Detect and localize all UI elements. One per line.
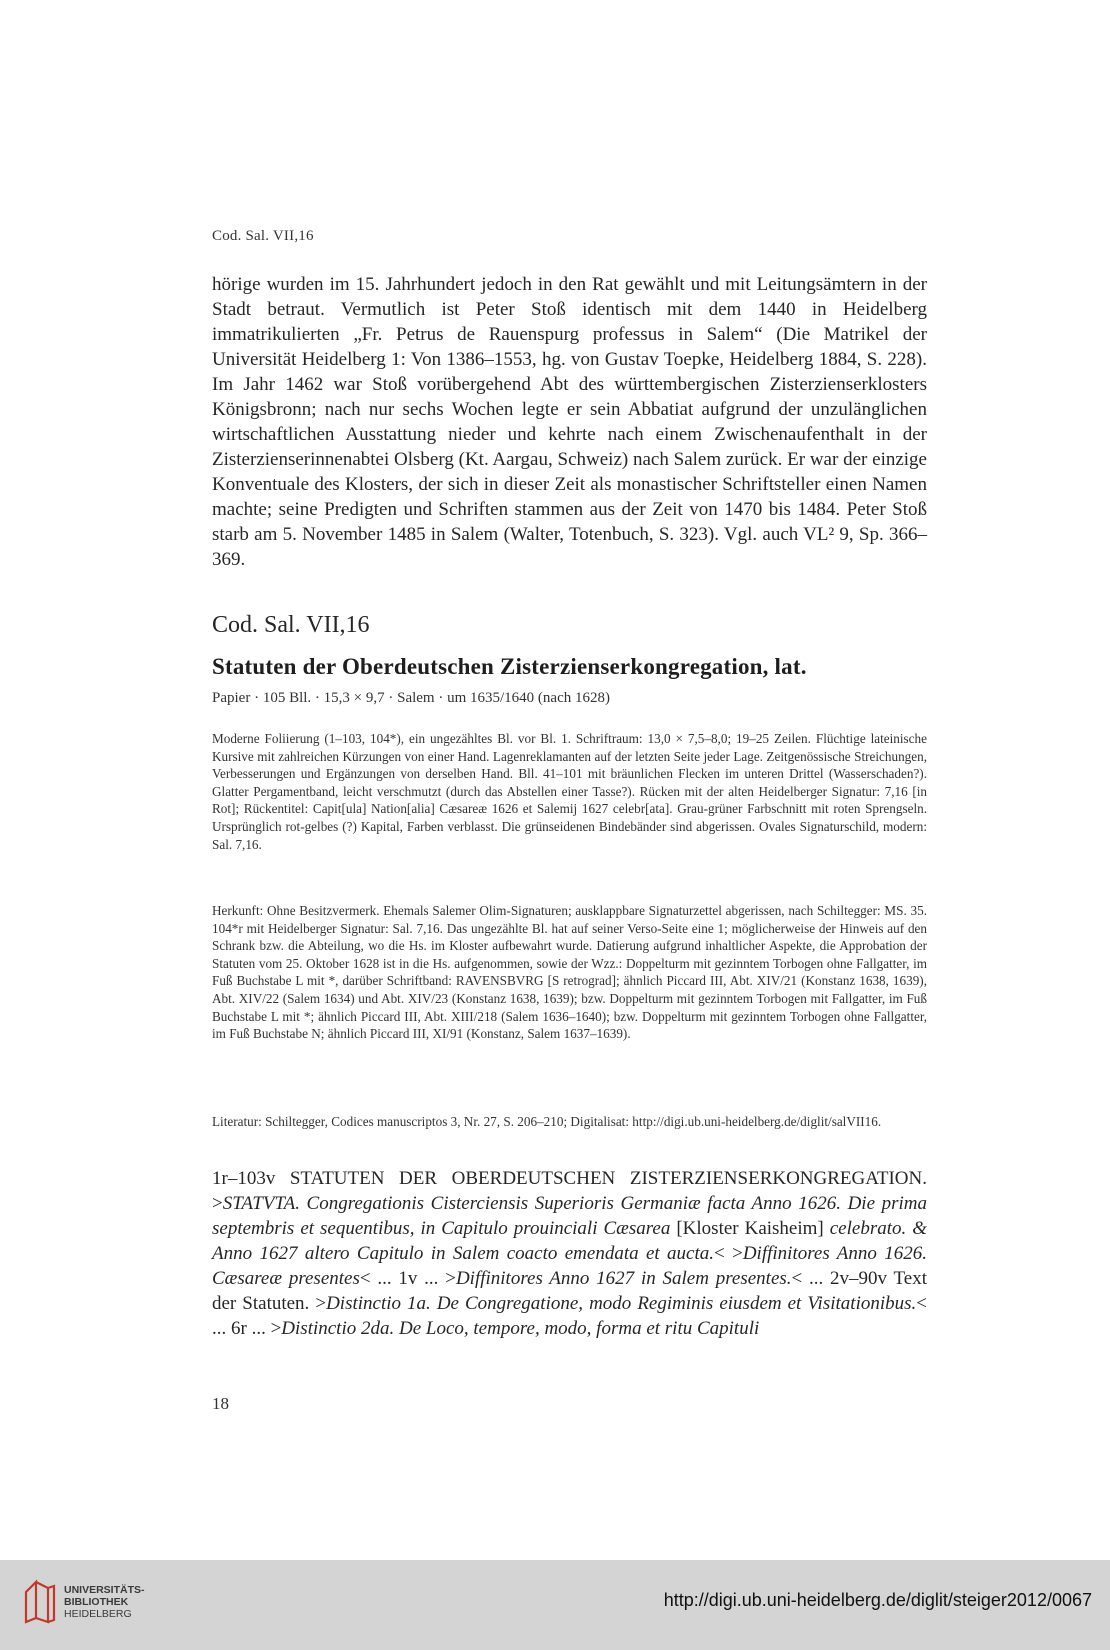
physical-description: Papier · 105 Bll. · 15,3 × 9,7 · Salem · um 1635/1640 (nach 1628) [212,690,610,706]
running-head: Cod. Sal. VII,16 [212,228,314,244]
codicological-description: Moderne Foliierung (1–103, 104*), ein ungezähltes Bl. vor Bl. 1. Schriftraum: 13,0 × 7,5–8,0; 19–25 Zeilen. Flüchtige lateinische Kursive mit zahlreichen Kürzungen von einer Hand. Lagenreklamanten auf der letzten Seite jeder Lage. Zeitgenössische Streichungen, Verbesserungen und Ergänzungen von derselben Hand. Bll. 41–101 mit bräunlichen Flecken im unteren Drittel (Wasserschaden?). Glatter Pergamentband, leicht verschmutzt (durch das Abstellen einer Tasse?). Rücken mit der alten Heidelberger Signatur: 7,16 [in Rot]; Rückentitel: Capit[ula] Nation[alia] Cæsareæ 1626 et Salemij 1627 celebr[ata]. Grau-grüner Farbschnitt mit roten Sprengseln. Ursprünglich rot-gelbes (?) Kapital, Farben verblasst. Die grünseidenen Bindebänder sind abgerissen. Ovales Signaturschild, modern: Sal. 7,16. [212,731,927,852]
body-paragraph: hörige wurden im 15. Jahrhundert jedoch in den Rat gewählt und mit Leitungsämtern in der Stadt betraut. Vermutlich ist Peter Stoß identisch mit dem 1440 in Heidelberg immatrikulierten „Fr. Petrus de Rauenspurg professus in Salem“ (Die Matrikel der Universität Heidelberg 1: Von 1386–1553, hg. von Gustav Toepke, Heidelberg 1884, S. 228). Im Jahr 1462 war Stoß vorübergehend Abt des württembergischen Zisterzienserklosters Königsbronn; nach nur sechs Wochen legte er sein Abbatiat aufgrund der unzulänglichen wirtschaftlichen Ausstattung nieder und kehrte nach einem Zwischenaufenthalt in der Zisterzienserinnenabtei Olsberg (Kt. Aargau, Schweiz) nach Salem zurück. Er war der einzige Konventuale des Klosters, der sich in dieser Zeit als monastischer Schriftsteller einen Namen machte; seine Predigten und Schriften stammen aus der Zeit von 1470 bis 1484. Peter Stoß starb am 5. November 1485 in Salem (Walter, Totenbuch, S. 323). Vgl. auch VL² 9, Sp. 366–369. [212,274,927,570]
library-name[interactable]: UNIVERSITÄTS- BIBLIOTHEK HEIDELBERG [64,1584,145,1620]
contents-entry: 1r–103v STATUTEN DER OBERDEUTSCHEN ZISTERZIENSERKONGREGATION. >STATVTA. Congregationis Cisterciensis Superioris Germaniæ facta Anno 1626. Die prima septembris et sequentibus, in Capitulo prouinciali Cæsarea [Kloster Kaisheim] celebrato. & Anno 1627 altero Capitulo in Salem coacto emendata et aucta.< >Diffinitores Anno 1626. Cæsareæ presentes< ... 1v ... >Diffinitores Anno 1627 in Salem presentes.< ... 2v–90v Text der Statuten. >Distinctio 1a. De Congregatione, modo Regiminis eiusdem et Visitationibus.< ... 6r ... >Distinctio 2da. De Loco, tempore, modo, forma et ritu Capituli [212,1168,928,1339]
page-number: 18 [212,1394,229,1413]
library-logo-icon[interactable] [24,1578,56,1624]
codex-signature: Cod. Sal. VII,16 [212,612,370,638]
statuta-title: STATVTA. Congregationis Cisterciensis Superioris Germaniæ facta Anno 1626. Die prima septembris et sequentibus, in Capitulo prouinciali Cæsarea [212,1193,927,1239]
footer-bar [0,1560,1110,1650]
permalink-url[interactable]: http://digi.ub.uni-heidelberg.de/diglit/steiger2012/0067 [663,1590,1092,1610]
literature-paragraph: Literatur: Schiltegger, Codices manuscriptos 3, Nr. 27, S. 206–210; Digitalisat: http://digi.ub.uni-heidelberg.de/diglit/salVII16. [212,1114,882,1129]
provenance-paragraph: Herkunft: Ohne Besitzvermerk. Ehemals Salemer Olim-Signaturen; ausklappbare Signaturzettel abgerissen, nach Schiltegger: MS. 35. 104*r mit Heidelberger Signatur: Sal. 7,16. Das ungezählte Bl. hat auf seiner Verso-Seite eine 1; möglicherweise der Hinweis auf den Schrank bzw. die Abteilung, wo die Hs. im Kloster aufbewahrt wurde. Datierung aufgrund inhaltlicher Aspekte, die Approbation der Statuten vom 25. Oktober 1628 ist in die Hs. aufgenommen, sowie der Wzz.: Doppelturm mit gezinntem Torbogen ohne Fallgatter, im Fuß Buchstabe L mit *, darüber Schriftband: RAVENSBVRG [S retrograd]; ähnlich Piccard III, Abt. XIV/21 (Konstanz 1638, 1639), Abt. XIV/22 (Salem 1634) und Abt. XIV/23 (Konstanz 1638, 1639); bzw. Doppelturm mit gezinntem Torbogen mit Fallgatter, im Fuß Buchstabe L mit *; ähnlich Piccard III, Abt. XIII/218 (Salem 1636–1640); bzw. Doppelturm mit gezinntem Torbogen ohne Fallgatter, im Fuß Buchstabe N; ähnlich Piccard III, XI/91 (Konstanz, Salem 1637–1639). [212,903,927,1042]
contents-heading: 1r–103v STATUTEN DER OBERDEUTSCHEN ZISTERZIENSERKONGREGATION. [212,1168,927,1189]
codex-title: Statuten der Oberdeutschen Zisterzienserkongregation, lat. [212,654,807,679]
